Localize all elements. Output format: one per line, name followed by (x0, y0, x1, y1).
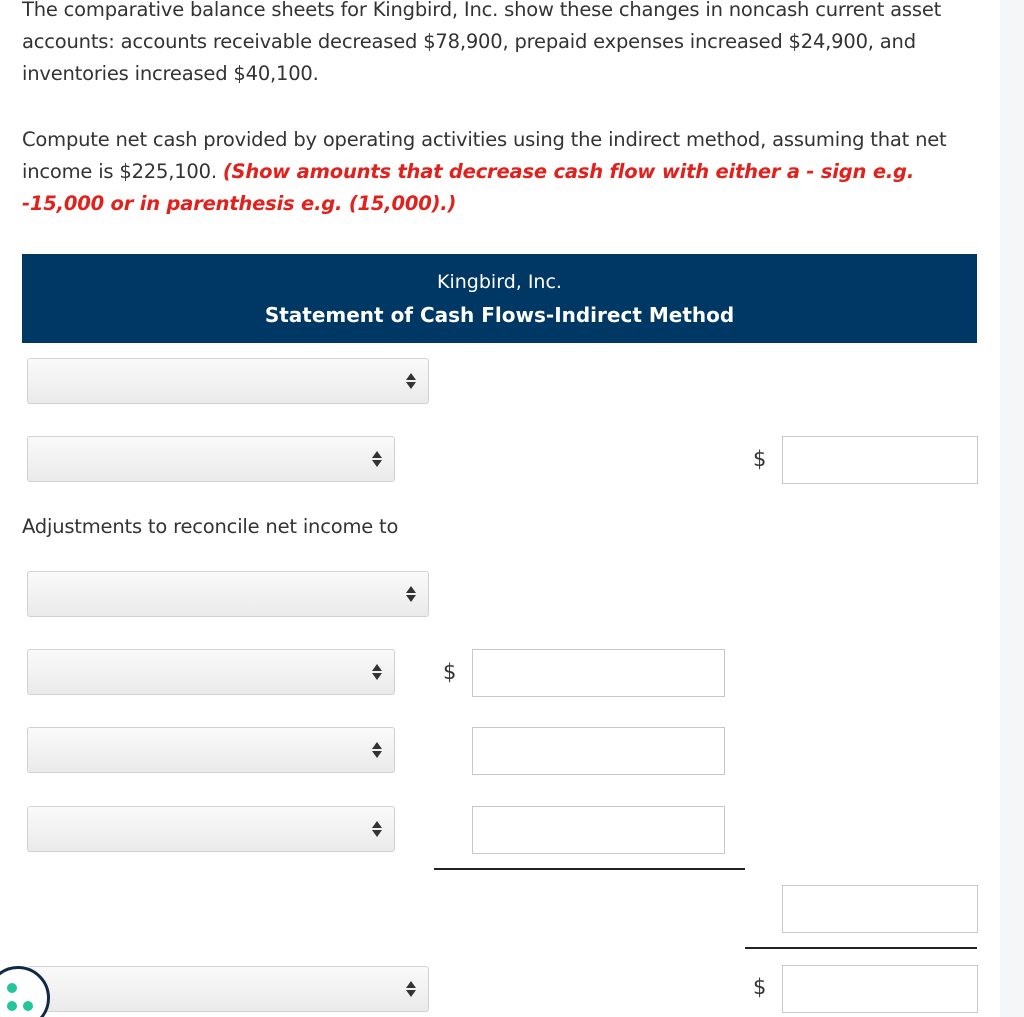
select-arrows-icon (372, 742, 382, 758)
net-cash-amount-input[interactable] (782, 965, 978, 1013)
select-arrows-icon (406, 373, 416, 389)
dollar-sign: $ (753, 975, 767, 999)
dollar-sign: $ (443, 660, 457, 684)
adjustments-label: Adjustments to reconcile net income to (22, 515, 399, 538)
select-arrows-icon (406, 981, 416, 997)
total-rule (745, 947, 977, 949)
net-income-dropdown[interactable] (27, 436, 395, 482)
question-text: Compute net cash provided by operating activities using the indirect method, assuming that net income is $225,100. (22, 128, 947, 183)
subtotal-rule (434, 868, 745, 870)
net-income-amount-input[interactable] (782, 436, 978, 484)
adjustment-dropdown-2[interactable] (27, 727, 395, 773)
adjustment-amount-input-3[interactable] (472, 806, 725, 854)
statement-title: Statement of Cash Flows-Indirect Method (264, 303, 735, 327)
question-paragraph-2 (22, 124, 982, 220)
question-paragraph-1: The comparative balance sheets for Kingbird, Inc. show these changes in noncash current asset accounts: accounts receivable decreased $78,900, prepaid expenses increased $24,900, and inventories increased $40,100. (22, 0, 942, 85)
total-adjustments-input[interactable] (782, 885, 978, 933)
select-arrows-icon (406, 586, 416, 602)
adjustment-heading-dropdown[interactable] (27, 571, 429, 617)
net-cash-dropdown[interactable] (27, 966, 429, 1012)
adjustment-dropdown-3[interactable] (27, 806, 395, 852)
adjustment-amount-input-2[interactable] (472, 727, 725, 775)
scroll-gutter (1000, 0, 1024, 1017)
statement-header (22, 254, 977, 343)
adjustment-dropdown-1[interactable] (27, 649, 395, 695)
dollar-sign: $ (753, 447, 767, 471)
company-name: Kingbird, Inc. (437, 271, 562, 293)
select-arrows-icon (372, 821, 382, 837)
select-arrows-icon (372, 664, 382, 680)
select-arrows-icon (372, 451, 382, 467)
adjustment-amount-input-1[interactable] (472, 649, 725, 697)
sign-instruction: (Show amounts that decrease cash flow with either a - sign e.g. -15,000 or in parenthesis e.g. (15,000).) (22, 160, 915, 215)
line-item-dropdown-1[interactable] (27, 358, 429, 404)
